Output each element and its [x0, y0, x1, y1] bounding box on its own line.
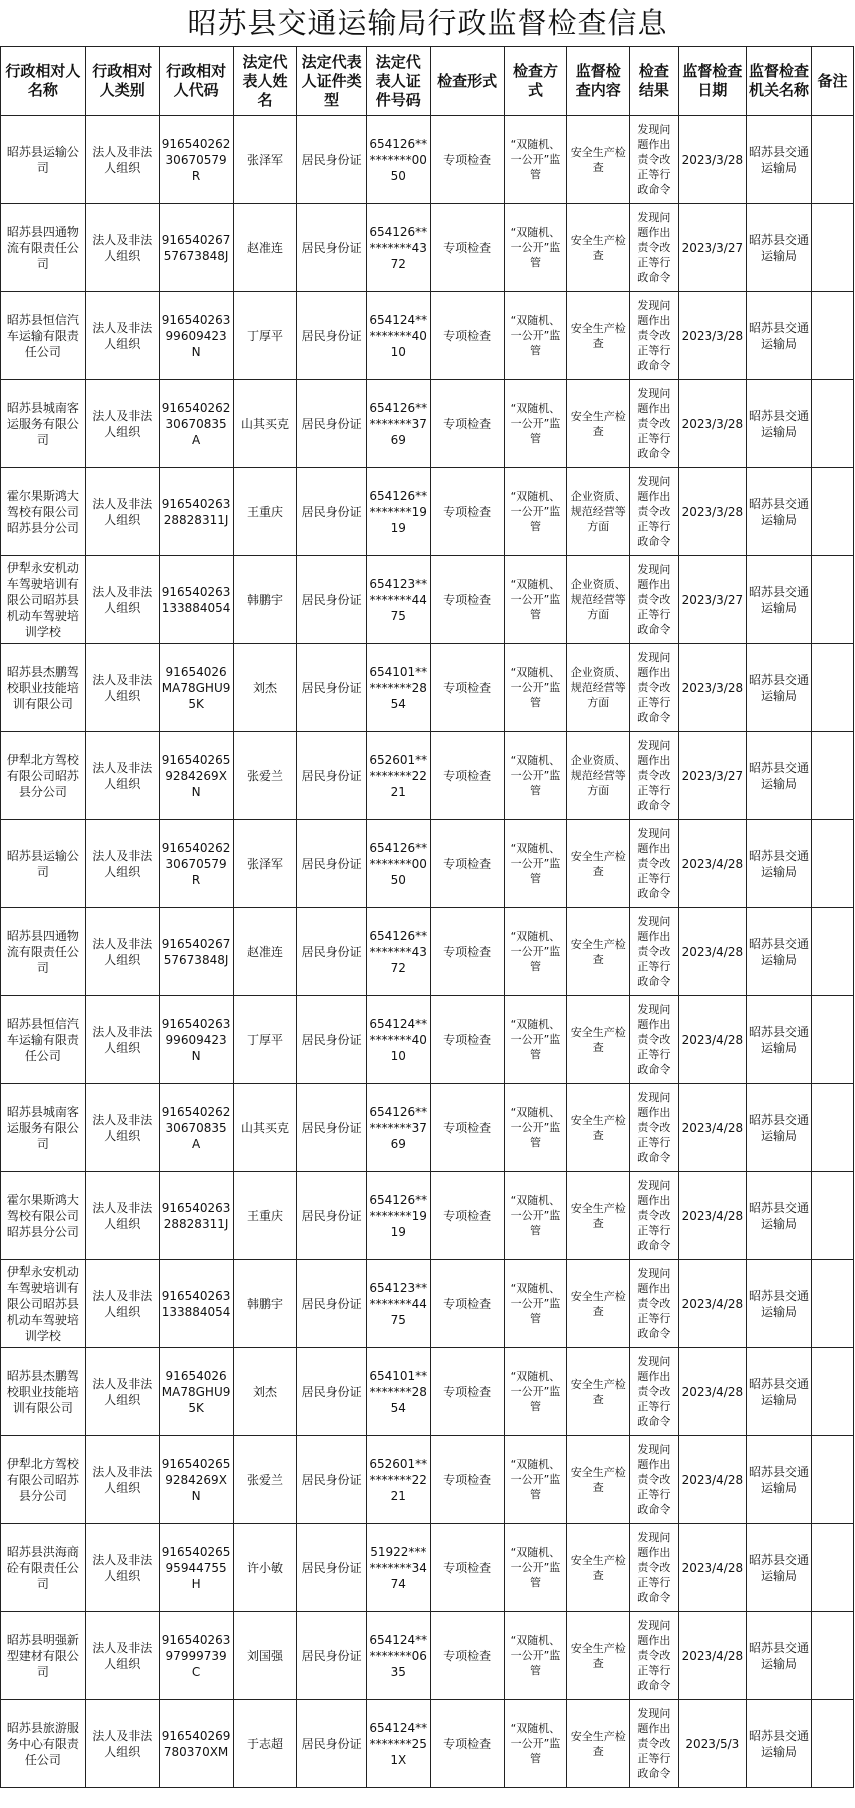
cell-note [812, 1436, 854, 1524]
table-header-row [1, 47, 854, 116]
cell-category: 法人及非法人组织 [85, 732, 159, 820]
cell-code: 91654026757673848J [159, 204, 233, 292]
cell-form: 专项检查 [430, 1260, 504, 1348]
cell-form: 专项检查 [430, 1348, 504, 1436]
cell-code: 91654026230670579R [159, 820, 233, 908]
cell-content: 安全生产检查 [567, 1612, 630, 1700]
cell-form: 专项检查 [430, 908, 504, 996]
cell-id-no: 654126*********4372 [366, 204, 430, 292]
cell-category: 法人及非法人组织 [85, 1172, 159, 1260]
cell-name: 昭苏县恒信汽车运输有限责任公司 [1, 996, 86, 1084]
cell-agency: 昭苏县交通运输局 [747, 732, 812, 820]
cell-form: 专项检查 [430, 732, 504, 820]
cell-form: 专项检查 [430, 292, 504, 380]
cell-category: 法人及非法人组织 [85, 1260, 159, 1348]
cell-id-no: 654126*********3769 [366, 1084, 430, 1172]
cell-method: “双随机、一公开”监管 [504, 1348, 567, 1436]
cell-date: 2023/3/28 [678, 380, 746, 468]
cell-method: “双随机、一公开”监管 [504, 1612, 567, 1700]
cell-agency: 昭苏县交通运输局 [747, 1436, 812, 1524]
cell-code: 9165402659284269XN [159, 1436, 233, 1524]
cell-form: 专项检查 [430, 468, 504, 556]
cell-form: 专项检查 [430, 1612, 504, 1700]
cell-result: 发现问题作出责令改正等行政命令 [630, 204, 678, 292]
cell-note [812, 380, 854, 468]
cell-rep: 韩鹏宇 [233, 1260, 297, 1348]
cell-content: 安全生产检查 [567, 1084, 630, 1172]
cell-method: “双随机、一公开”监管 [504, 820, 567, 908]
cell-rep: 韩鹏宇 [233, 556, 297, 644]
cell-category: 法人及非法人组织 [85, 996, 159, 1084]
cell-name: 霍尔果斯鸿大驾校有限公司昭苏县分公司 [1, 468, 86, 556]
cell-code: 916540263133884054 [159, 556, 233, 644]
cell-id-no: 654124*********0635 [366, 1612, 430, 1700]
cell-note [812, 204, 854, 292]
cell-method: “双随机、一公开”监管 [504, 908, 567, 996]
cell-agency: 昭苏县交通运输局 [747, 908, 812, 996]
cell-content: 安全生产检查 [567, 1172, 630, 1260]
cell-category: 法人及非法人组织 [85, 1700, 159, 1788]
cell-method: “双随机、一公开”监管 [504, 996, 567, 1084]
cell-id-type: 居民身份证 [297, 1348, 366, 1436]
cell-content: 安全生产检查 [567, 908, 630, 996]
cell-id-no: 654101*********2854 [366, 644, 430, 732]
cell-agency: 昭苏县交通运输局 [747, 556, 812, 644]
cell-name: 昭苏县恒信汽车运输有限责任公司 [1, 292, 86, 380]
cell-method: “双随机、一公开”监管 [504, 1172, 567, 1260]
table-row [1, 1524, 854, 1612]
col-header-form: 检查形式 [430, 47, 504, 116]
col-header-note: 备注 [812, 47, 854, 116]
cell-rep: 丁厚平 [233, 292, 297, 380]
cell-name: 昭苏县明强新型建材有限公司 [1, 1612, 86, 1700]
inspection-table [0, 46, 854, 1788]
cell-name: 昭苏县运输公司 [1, 820, 86, 908]
cell-result: 发现问题作出责令改正等行政命令 [630, 644, 678, 732]
cell-id-type: 居民身份证 [297, 1524, 366, 1612]
cell-agency: 昭苏县交通运输局 [747, 1524, 812, 1612]
cell-category: 法人及非法人组织 [85, 1612, 159, 1700]
cell-content: 安全生产检查 [567, 380, 630, 468]
cell-method: “双随机、一公开”监管 [504, 116, 567, 204]
cell-id-type: 居民身份证 [297, 1260, 366, 1348]
cell-result: 发现问题作出责令改正等行政命令 [630, 1348, 678, 1436]
cell-rep: 张爱兰 [233, 732, 297, 820]
cell-result: 发现问题作出责令改正等行政命令 [630, 908, 678, 996]
page-title: 昭苏县交通运输局行政监督检查信息 [187, 6, 668, 40]
cell-agency: 昭苏县交通运输局 [747, 1700, 812, 1788]
table-row [1, 116, 854, 204]
table-row [1, 380, 854, 468]
cell-method: “双随机、一公开”监管 [504, 732, 567, 820]
cell-agency: 昭苏县交通运输局 [747, 1084, 812, 1172]
cell-method: “双随机、一公开”监管 [504, 556, 567, 644]
cell-date: 2023/5/3 [678, 1700, 746, 1788]
cell-form: 专项检查 [430, 644, 504, 732]
cell-code: 91654026595944755H [159, 1524, 233, 1612]
cell-form: 专项检查 [430, 1436, 504, 1524]
cell-id-no: 654124*********251X [366, 1700, 430, 1788]
cell-id-no: 654126*********1919 [366, 468, 430, 556]
cell-id-type: 居民身份证 [297, 292, 366, 380]
cell-method: “双随机、一公开”监管 [504, 1700, 567, 1788]
cell-id-type: 居民身份证 [297, 1612, 366, 1700]
cell-name: 伊犁永安机动车驾驶培训有限公司昭苏县机动车驾驶培训学校 [1, 1260, 86, 1348]
cell-rep: 赵准连 [233, 204, 297, 292]
col-header-method: 检查方式 [504, 47, 567, 116]
table-row [1, 468, 854, 556]
cell-code: 91654026328828311J [159, 468, 233, 556]
cell-method: “双随机、一公开”监管 [504, 644, 567, 732]
cell-code: 91654026397999739C [159, 1612, 233, 1700]
table-row [1, 1172, 854, 1260]
col-header-category: 行政相对人类别 [85, 47, 159, 116]
cell-content: 安全生产检查 [567, 996, 630, 1084]
table-row [1, 732, 854, 820]
cell-result: 发现问题作出责令改正等行政命令 [630, 1084, 678, 1172]
cell-id-type: 居民身份证 [297, 1084, 366, 1172]
cell-form: 专项检查 [430, 116, 504, 204]
cell-id-no: 654126*********4372 [366, 908, 430, 996]
cell-category: 法人及非法人组织 [85, 556, 159, 644]
cell-category: 法人及非法人组织 [85, 1084, 159, 1172]
cell-form: 专项检查 [430, 820, 504, 908]
cell-method: “双随机、一公开”监管 [504, 204, 567, 292]
cell-note [812, 1348, 854, 1436]
cell-id-no: 51922**********3474 [366, 1524, 430, 1612]
cell-rep: 山其买克 [233, 1084, 297, 1172]
cell-id-no: 654124*********4010 [366, 996, 430, 1084]
cell-date: 2023/4/28 [678, 1084, 746, 1172]
cell-agency: 昭苏县交通运输局 [747, 116, 812, 204]
cell-category: 法人及非法人组织 [85, 1436, 159, 1524]
cell-category: 法人及非法人组织 [85, 1348, 159, 1436]
cell-category: 法人及非法人组织 [85, 292, 159, 380]
cell-date: 2023/3/28 [678, 292, 746, 380]
cell-note [812, 1260, 854, 1348]
cell-date: 2023/3/27 [678, 556, 746, 644]
cell-method: “双随机、一公开”监管 [504, 1084, 567, 1172]
cell-date: 2023/4/28 [678, 1436, 746, 1524]
cell-note [812, 1524, 854, 1612]
cell-id-type: 居民身份证 [297, 908, 366, 996]
cell-id-type: 居民身份证 [297, 732, 366, 820]
cell-note [812, 556, 854, 644]
cell-method: “双随机、一公开”监管 [504, 468, 567, 556]
cell-agency: 昭苏县交通运输局 [747, 996, 812, 1084]
cell-rep: 张爱兰 [233, 1436, 297, 1524]
cell-id-no: 654126*********3769 [366, 380, 430, 468]
table-row [1, 556, 854, 644]
cell-form: 专项检查 [430, 1172, 504, 1260]
cell-id-type: 居民身份证 [297, 468, 366, 556]
cell-date: 2023/4/28 [678, 996, 746, 1084]
cell-content: 企业资质、规范经营等方面 [567, 556, 630, 644]
table-row [1, 996, 854, 1084]
cell-content: 安全生产检查 [567, 1260, 630, 1348]
cell-agency: 昭苏县交通运输局 [747, 1172, 812, 1260]
cell-id-no: 654126*********1919 [366, 1172, 430, 1260]
cell-code: 91654026230670835A [159, 380, 233, 468]
cell-date: 2023/3/28 [678, 468, 746, 556]
cell-note [812, 908, 854, 996]
cell-agency: 昭苏县交通运输局 [747, 1612, 812, 1700]
cell-name: 昭苏县四通物流有限责任公司 [1, 908, 86, 996]
cell-code: 916540269780370XM [159, 1700, 233, 1788]
col-header-rep: 法定代表人姓名 [233, 47, 297, 116]
cell-result: 发现问题作出责令改正等行政命令 [630, 292, 678, 380]
cell-result: 发现问题作出责令改正等行政命令 [630, 996, 678, 1084]
cell-rep: 刘国强 [233, 1612, 297, 1700]
cell-id-no: 654124*********4010 [366, 292, 430, 380]
table-row [1, 204, 854, 292]
cell-note [812, 996, 854, 1084]
cell-name: 昭苏县四通物流有限责任公司 [1, 204, 86, 292]
cell-id-type: 居民身份证 [297, 1172, 366, 1260]
cell-date: 2023/4/28 [678, 908, 746, 996]
cell-date: 2023/4/28 [678, 1260, 746, 1348]
cell-note [812, 732, 854, 820]
cell-category: 法人及非法人组织 [85, 1524, 159, 1612]
table-row [1, 1436, 854, 1524]
cell-result: 发现问题作出责令改正等行政命令 [630, 732, 678, 820]
cell-result: 发现问题作出责令改正等行政命令 [630, 820, 678, 908]
col-header-content: 监督检查内容 [567, 47, 630, 116]
cell-form: 专项检查 [430, 556, 504, 644]
cell-form: 专项检查 [430, 996, 504, 1084]
cell-note [812, 292, 854, 380]
table-row [1, 1348, 854, 1436]
cell-id-type: 居民身份证 [297, 556, 366, 644]
cell-rep: 王重庆 [233, 1172, 297, 1260]
col-header-id-no: 法定代表人证件号码 [366, 47, 430, 116]
col-header-code: 行政相对人代码 [159, 47, 233, 116]
cell-form: 专项检查 [430, 1700, 504, 1788]
cell-agency: 昭苏县交通运输局 [747, 1348, 812, 1436]
cell-method: “双随机、一公开”监管 [504, 292, 567, 380]
cell-agency: 昭苏县交通运输局 [747, 644, 812, 732]
cell-result: 发现问题作出责令改正等行政命令 [630, 1612, 678, 1700]
cell-name: 昭苏县杰鹏驾校职业技能培训有限公司 [1, 644, 86, 732]
cell-result: 发现问题作出责令改正等行政命令 [630, 1700, 678, 1788]
cell-rep: 张泽军 [233, 820, 297, 908]
cell-code: 91654026399609423N [159, 292, 233, 380]
cell-code: 91654026399609423N [159, 996, 233, 1084]
cell-id-no: 654126*********0050 [366, 116, 430, 204]
cell-content: 企业资质、规范经营等方面 [567, 644, 630, 732]
cell-agency: 昭苏县交通运输局 [747, 1260, 812, 1348]
cell-content: 企业资质、规范经营等方面 [567, 732, 630, 820]
cell-date: 2023/4/28 [678, 1612, 746, 1700]
cell-note [812, 1084, 854, 1172]
cell-name: 昭苏县运输公司 [1, 116, 86, 204]
cell-result: 发现问题作出责令改正等行政命令 [630, 380, 678, 468]
cell-content: 安全生产检查 [567, 116, 630, 204]
cell-name: 霍尔果斯鸿大驾校有限公司昭苏县分公司 [1, 1172, 86, 1260]
cell-note [812, 1172, 854, 1260]
cell-date: 2023/3/27 [678, 732, 746, 820]
cell-id-type: 居民身份证 [297, 380, 366, 468]
cell-agency: 昭苏县交通运输局 [747, 468, 812, 556]
cell-method: “双随机、一公开”监管 [504, 380, 567, 468]
cell-content: 安全生产检查 [567, 1700, 630, 1788]
cell-code: 91654026230670579R [159, 116, 233, 204]
cell-category: 法人及非法人组织 [85, 116, 159, 204]
cell-method: “双随机、一公开”监管 [504, 1436, 567, 1524]
cell-name: 昭苏县城南客运服务有限公司 [1, 380, 86, 468]
cell-code: 91654026757673848J [159, 908, 233, 996]
cell-content: 安全生产检查 [567, 292, 630, 380]
cell-content: 安全生产检查 [567, 1348, 630, 1436]
cell-id-type: 居民身份证 [297, 1436, 366, 1524]
cell-code: 916540263133884054 [159, 1260, 233, 1348]
cell-method: “双随机、一公开”监管 [504, 1524, 567, 1612]
cell-name: 昭苏县城南客运服务有限公司 [1, 1084, 86, 1172]
cell-date: 2023/3/27 [678, 204, 746, 292]
table-row [1, 908, 854, 996]
cell-date: 2023/4/28 [678, 820, 746, 908]
cell-name: 伊犁北方驾校有限公司昭苏县分公司 [1, 732, 86, 820]
cell-name: 昭苏县洪海商砼有限责任公司 [1, 1524, 86, 1612]
cell-category: 法人及非法人组织 [85, 908, 159, 996]
cell-note [812, 1612, 854, 1700]
cell-note [812, 1700, 854, 1788]
col-header-result: 检查结果 [630, 47, 678, 116]
cell-form: 专项检查 [430, 204, 504, 292]
cell-rep: 张泽军 [233, 116, 297, 204]
table-row [1, 1700, 854, 1788]
cell-date: 2023/4/28 [678, 1348, 746, 1436]
cell-id-no: 654101*********2854 [366, 1348, 430, 1436]
cell-id-type: 居民身份证 [297, 996, 366, 1084]
cell-result: 发现问题作出责令改正等行政命令 [630, 468, 678, 556]
table-row [1, 820, 854, 908]
cell-category: 法人及非法人组织 [85, 380, 159, 468]
cell-date: 2023/3/28 [678, 116, 746, 204]
cell-rep: 许小敏 [233, 1524, 297, 1612]
cell-result: 发现问题作出责令改正等行政命令 [630, 1260, 678, 1348]
cell-id-type: 居民身份证 [297, 1700, 366, 1788]
cell-note [812, 116, 854, 204]
cell-rep: 刘杰 [233, 1348, 297, 1436]
cell-result: 发现问题作出责令改正等行政命令 [630, 116, 678, 204]
cell-form: 专项检查 [430, 1084, 504, 1172]
cell-name: 昭苏县杰鹏驾校职业技能培训有限公司 [1, 1348, 86, 1436]
cell-agency: 昭苏县交通运输局 [747, 820, 812, 908]
cell-date: 2023/3/28 [678, 644, 746, 732]
cell-date: 2023/4/28 [678, 1524, 746, 1612]
cell-rep: 于志超 [233, 1700, 297, 1788]
cell-name: 伊犁北方驾校有限公司昭苏县分公司 [1, 1436, 86, 1524]
cell-name: 昭苏县旅游服务中心有限责任公司 [1, 1700, 86, 1788]
cell-method: “双随机、一公开”监管 [504, 1260, 567, 1348]
cell-rep: 刘杰 [233, 644, 297, 732]
col-header-id-type: 法定代表人证件类型 [297, 47, 366, 116]
cell-agency: 昭苏县交通运输局 [747, 204, 812, 292]
table-row [1, 292, 854, 380]
cell-rep: 赵准连 [233, 908, 297, 996]
col-header-date: 监督检查日期 [678, 47, 746, 116]
cell-category: 法人及非法人组织 [85, 644, 159, 732]
cell-id-no: 652601*********2221 [366, 732, 430, 820]
cell-note [812, 820, 854, 908]
cell-code: 91654026MA78GHU95K [159, 644, 233, 732]
table-row [1, 1084, 854, 1172]
cell-code: 91654026MA78GHU95K [159, 1348, 233, 1436]
cell-code: 9165402659284269XN [159, 732, 233, 820]
cell-content: 安全生产检查 [567, 820, 630, 908]
cell-agency: 昭苏县交通运输局 [747, 380, 812, 468]
cell-content: 企业资质、规范经营等方面 [567, 468, 630, 556]
cell-note [812, 644, 854, 732]
cell-id-no: 654126*********0050 [366, 820, 430, 908]
table-row [1, 1612, 854, 1700]
cell-date: 2023/4/28 [678, 1172, 746, 1260]
cell-category: 法人及非法人组织 [85, 820, 159, 908]
cell-id-type: 居民身份证 [297, 204, 366, 292]
cell-category: 法人及非法人组织 [85, 468, 159, 556]
cell-result: 发现问题作出责令改正等行政命令 [630, 1524, 678, 1612]
cell-code: 91654026328828311J [159, 1172, 233, 1260]
cell-note [812, 468, 854, 556]
cell-id-no: 654123*********4475 [366, 1260, 430, 1348]
cell-result: 发现问题作出责令改正等行政命令 [630, 1436, 678, 1524]
cell-id-type: 居民身份证 [297, 644, 366, 732]
cell-result: 发现问题作出责令改正等行政命令 [630, 556, 678, 644]
cell-result: 发现问题作出责令改正等行政命令 [630, 1172, 678, 1260]
cell-content: 安全生产检查 [567, 204, 630, 292]
table-row [1, 1260, 854, 1348]
cell-code: 91654026230670835A [159, 1084, 233, 1172]
cell-rep: 山其买克 [233, 380, 297, 468]
cell-id-no: 652601*********2221 [366, 1436, 430, 1524]
cell-rep: 王重庆 [233, 468, 297, 556]
col-header-agency: 监督检查机关名称 [747, 47, 812, 116]
col-header-name: 行政相对人名称 [1, 47, 86, 116]
cell-id-no: 654123*********4475 [366, 556, 430, 644]
cell-content: 安全生产检查 [567, 1436, 630, 1524]
cell-form: 专项检查 [430, 1524, 504, 1612]
cell-form: 专项检查 [430, 380, 504, 468]
cell-category: 法人及非法人组织 [85, 204, 159, 292]
cell-id-type: 居民身份证 [297, 116, 366, 204]
cell-id-type: 居民身份证 [297, 820, 366, 908]
cell-agency: 昭苏县交通运输局 [747, 292, 812, 380]
cell-content: 安全生产检查 [567, 1524, 630, 1612]
cell-name: 伊犁永安机动车驾驶培训有限公司昭苏县机动车驾驶培训学校 [1, 556, 86, 644]
cell-rep: 丁厚平 [233, 996, 297, 1084]
table-row [1, 644, 854, 732]
